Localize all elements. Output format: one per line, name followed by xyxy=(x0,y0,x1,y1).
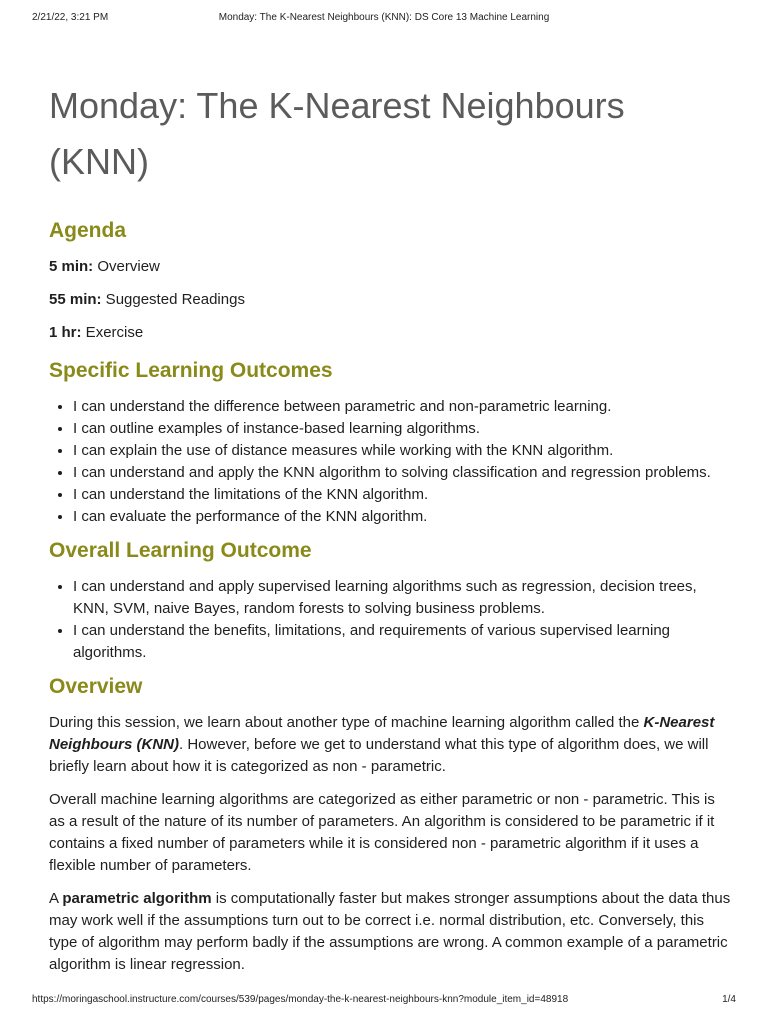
knn-term: K-Nearest Neighbours (KNN) xyxy=(49,714,715,753)
overall-outcome-heading: Overall Learning Outcome xyxy=(49,539,312,562)
overview-paragraph xyxy=(49,888,733,976)
print-footer xyxy=(32,994,736,1010)
parametric-algorithm-term: parametric algorithm xyxy=(62,890,212,907)
page-content xyxy=(49,78,733,987)
overview-text: During this session, we learn about another type of machine learning algorithm called the xyxy=(49,714,644,731)
list-item: • I can understand the difference between parametric and non-parametric learning. xyxy=(73,396,733,418)
agenda-item-label: 1 hr: xyxy=(49,324,82,341)
overview-text: . However, before we get to understand what this type of algorithm does, we will briefly learn about how it is categorized as non - parametric. xyxy=(49,736,709,775)
list-item: • I can understand the benefits, limitations, and requirements of various supervised learning algorithms. xyxy=(73,620,733,664)
overview-text: is computationally faster but makes stronger assumptions about the data thus may work well if the assumptions turn out to be correct i.e. normal distribution, etc. Conversely, this type of algorithm may perform badly if the assumptions are wrong. A common example of a parametric algorithm is linear regression. xyxy=(49,890,731,973)
list-item: • I can outline examples of instance-based learning algorithms. xyxy=(73,418,733,440)
overview-paragraph: Overall machine learning algorithms are categorized as either parametric or non - parametric. This is as a result of the nature of its number of parameters. An algorithm is considered to be parametric if it contains a fixed number of parameters while it is considered non - parametric algorithm if it uses a flexible number of parameters. xyxy=(49,791,715,874)
agenda-heading: Agenda xyxy=(49,219,127,242)
overview-heading: Overview xyxy=(49,675,143,698)
list-item: • I can evaluate the performance of the KNN algorithm. xyxy=(73,506,733,528)
agenda-item-label: 5 min: xyxy=(49,258,94,275)
page-url: https://moringaschool.instructure.com/courses/539/pages/monday-the-k-nearest-neighbours-knn?module_item_id=48918 xyxy=(32,994,569,1005)
agenda-item-text: Overview xyxy=(93,258,160,275)
print-datetime: 2/21/22, 3:21 PM xyxy=(32,12,109,23)
specific-outcomes-heading: Specific Learning Outcomes xyxy=(49,359,333,382)
list-item: • I can explain the use of distance measures while working with the KNN algorithm. xyxy=(73,440,733,462)
specific-outcomes-list xyxy=(49,396,733,528)
overall-outcome-list xyxy=(49,576,733,664)
overview-paragraph xyxy=(49,712,733,778)
list-item: • I can understand and apply supervised learning algorithms such as regression, decision trees, KNN, SVM, naive Bayes, random forests to solving business problems. xyxy=(73,576,733,620)
agenda-item xyxy=(49,289,733,311)
agenda-item xyxy=(49,256,733,278)
print-page-title: Monday: The K-Nearest Neighbours (KNN): DS Core 13 Machine Learning xyxy=(218,12,550,23)
list-item: • I can understand and apply the KNN algorithm to solving classification and regression problems. xyxy=(73,462,733,484)
overview-text: A xyxy=(49,890,63,907)
print-header xyxy=(32,12,736,28)
agenda-item-text: Suggested Readings xyxy=(101,291,245,308)
agenda-item xyxy=(49,322,733,344)
list-item: • I can understand the limitations of the KNN algorithm. xyxy=(73,484,733,506)
agenda-item-text: Exercise xyxy=(81,324,144,341)
agenda-item-label: 55 min: xyxy=(49,291,102,308)
page-title: Monday: The K-Nearest Neighbours (KNN) xyxy=(49,85,625,182)
page-count: 1/4 xyxy=(722,994,736,1005)
